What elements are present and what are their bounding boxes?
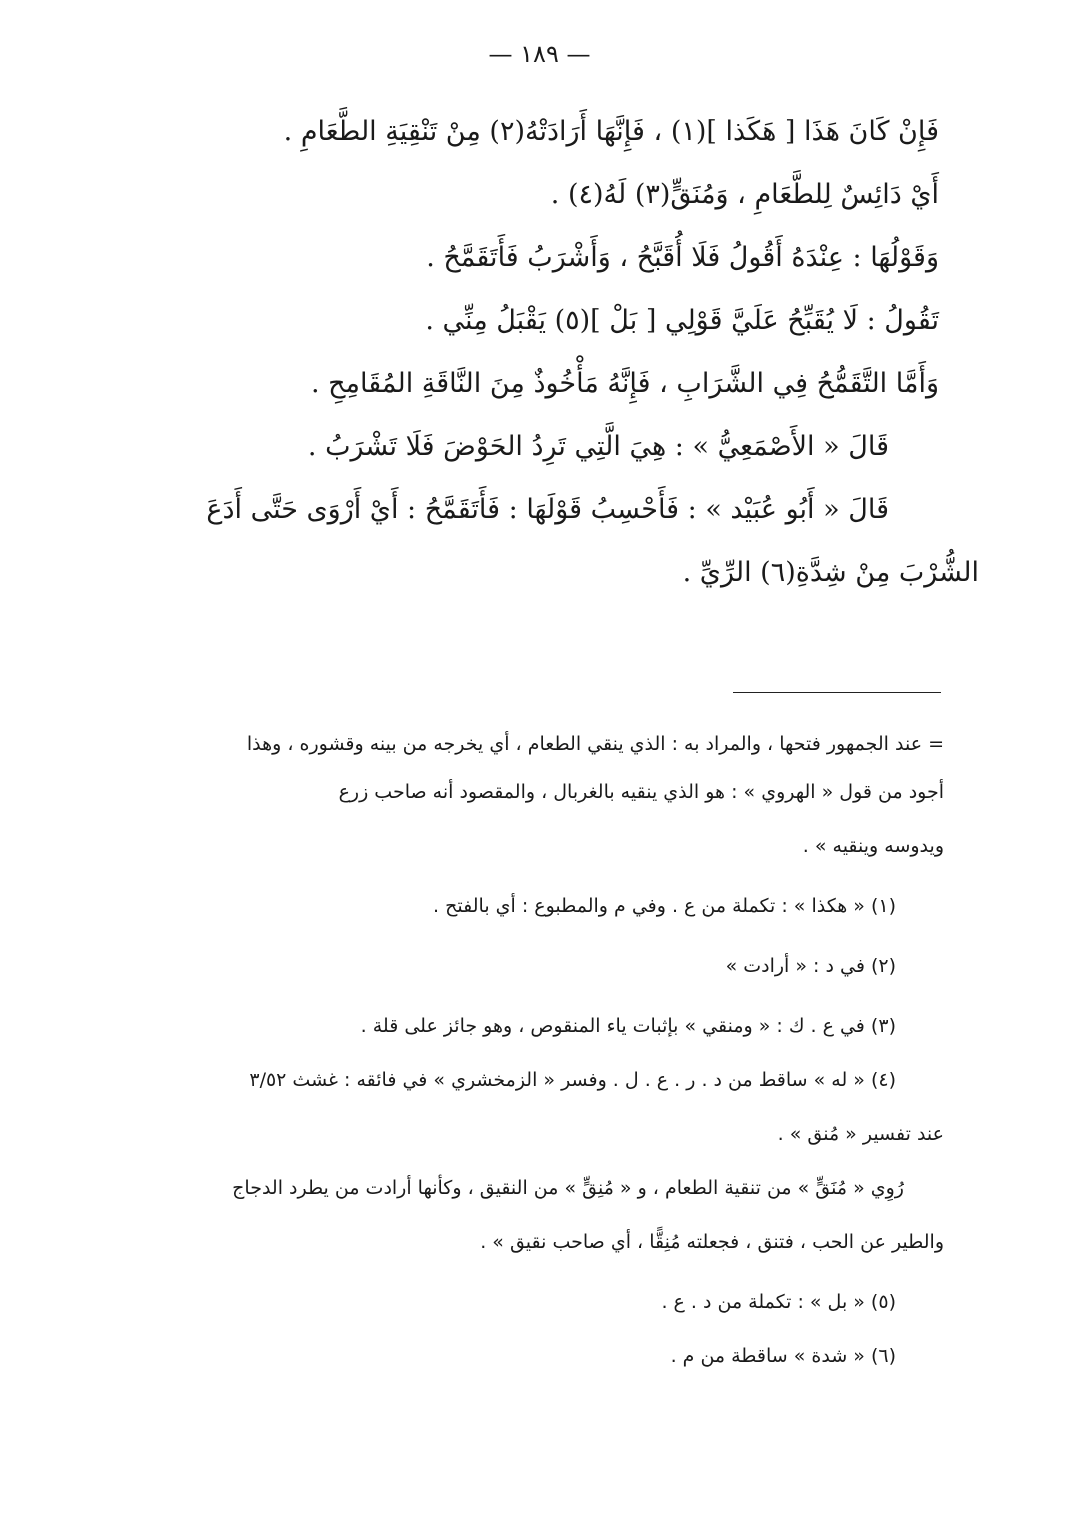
footnote-4: (٤) « له » ساقط من د . ر . ع . ل . وفسر « الزمخشري » في فائقه : غشث ٣/٥٢ <box>249 1069 896 1091</box>
footnote-2: (٢) في د : « أرادت » <box>725 955 896 977</box>
footnote-extra-line-2: والطير عن الحب ، فتنق ، فجعلته مُنِقًّا ، أي صاحب نقيق » . <box>480 1231 944 1253</box>
footnote-line-2: أجود من قول « الهروي » : هو الذي ينقيه بالغربال ، والمقصود أنه صاحب زرع <box>338 781 944 803</box>
main-line-7: قَالَ « أَبُو عُبَيْد » : فَأَحْسِبُ قَوْلَهَا : فَأَتَقَمَّحُ : أَيْ أَرْوَى حَتَّى أَدَعَ <box>206 494 889 525</box>
footnote-3: (٣) في ع . ك : « ومنقي » بإثبات ياء المنقوص ، وهو جائز على قلة . <box>360 1015 896 1037</box>
main-line-6: قَالَ « الأَصْمَعِيُّ » : هِيَ الَّتِي تَرِدُ الحَوْضَ فَلَا تَشْرَبُ . <box>307 431 889 462</box>
main-text <box>150 100 979 604</box>
footnote-1: (١) « هكذا » : تكملة من ع . وفي م والمطبوع : أي بالفتح . <box>433 895 896 917</box>
main-line-2: أَيْ دَائِسٌ لِلطَّعَامِ ، وَمُنَقٍّ(٣) لَهُ(٤) . <box>550 179 939 210</box>
main-line-8: الشُّرْبَ مِنْ شِدَّةِ(٦) الرِّيِّ . <box>682 557 979 588</box>
page-number: — ١٨٩ — <box>488 40 591 68</box>
main-line-3: وَقَوْلُهَا : عِنْدَهُ أَقُولُ فَلَا أُقَبَّحُ ، وَأَشْرَبُ فَأَتَقَمَّحُ . <box>426 242 939 273</box>
footnote-line-1: = عند الجمهور فتحها ، والمراد به : الذي ينقي الطعام ، أي يخرجه من بينه وقشوره ، وهذا <box>246 733 944 755</box>
footnote-6: (٦) « شدة » ساقطة من م . <box>670 1345 896 1367</box>
footnote-separator <box>733 692 941 693</box>
footnote-extra-line-1: رُوِي « مُنَقٍّ » من تنقية الطعام ، و « مُنِقٍّ » من النقيق ، وكأنها أرادت من يطرد الدجاج <box>232 1177 904 1199</box>
footnote-4-continued: عند تفسير « مُنق » . <box>777 1123 944 1145</box>
footnote-line-3: ويدوسه وينقيه » . <box>802 835 944 857</box>
main-line-4: تَقُولُ : لَا يُقَبِّحُ عَلَيَّ قَوْلِي [ بَلْ ](٥) يَقْبَلُ مِنِّي . <box>425 305 939 336</box>
footnotes <box>100 720 944 1380</box>
main-line-5: وَأَمَّا التَّقَمُّحُ فِي الشَّرَابِ ، فَإِنَّهُ مَأْخُوذٌ مِنَ النَّاقَةِ المُقَامِحِ . <box>310 368 939 399</box>
main-line-1: فَإِنْ كَانَ هَذَا [ هَكَذا ](١) ، فَإِنَّهَا أَرَادَتْهُ(٢) مِنْ تَنْقِيَةِ الطَّعَامِ . <box>283 116 939 147</box>
footnote-5: (٥) « بل » : تكملة من د . ع . <box>661 1291 896 1313</box>
